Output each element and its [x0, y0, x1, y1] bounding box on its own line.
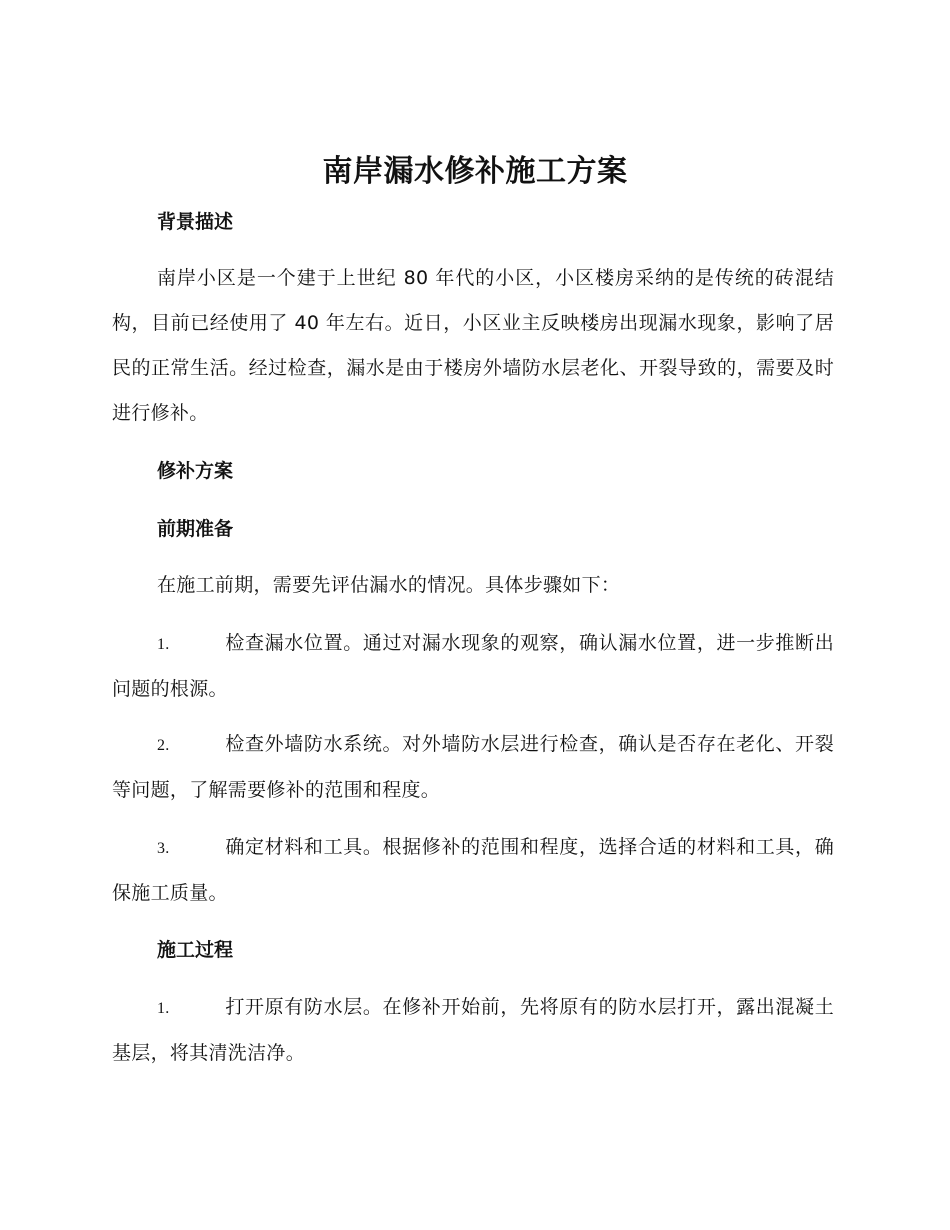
prep-heading: 前期准备 — [157, 518, 234, 540]
list-number: 2. — [157, 737, 170, 754]
prep-item-1 — [112, 621, 834, 712]
list-item-text: 检查漏水位置。通过对漏水现象的观察，确认漏水位置，进一步推断出问题的根源。 — [112, 632, 834, 700]
list-number: 3. — [157, 840, 170, 857]
plan-heading: 修补方案 — [157, 460, 234, 482]
background-heading: 背景描述 — [157, 211, 234, 233]
list-number: 1. — [157, 1000, 170, 1017]
background-paragraph: 南岸小区是一个建于上世纪 80 年代的小区，小区楼房采纳的是传统的砖混结构，目前已经使用了 40 年左右。近日，小区业主反映楼房出现漏水现象，影响了居民的正常生活。经过检查，漏水是由于楼房外墙防水层老化、开裂导致的，需要及时进行修补。 — [112, 267, 834, 424]
list-item-text: 检查外墙防水系统。对外墙防水层进行检查，确认是否存在老化、开裂等问题，了解需要修补的范围和程度。 — [112, 733, 834, 801]
prep-intro: 在施工前期，需要先评估漏水的情况。具体步骤如下： — [157, 574, 621, 596]
document-title: 南岸漏水修补施工方案 — [322, 154, 628, 189]
process-heading: 施工过程 — [157, 939, 234, 961]
list-item-text: 打开原有防水层。在修补开始前，先将原有的防水层打开，露出混凝土基层，将其清洗洁净。 — [112, 996, 834, 1064]
prep-item-3 — [112, 825, 834, 916]
list-item-text: 确定材料和工具。根据修补的范围和程度，选择合适的材料和工具，确保施工质量。 — [112, 836, 834, 904]
list-number: 1. — [157, 636, 170, 653]
process-item-1 — [112, 985, 834, 1076]
prep-item-2 — [112, 722, 834, 813]
